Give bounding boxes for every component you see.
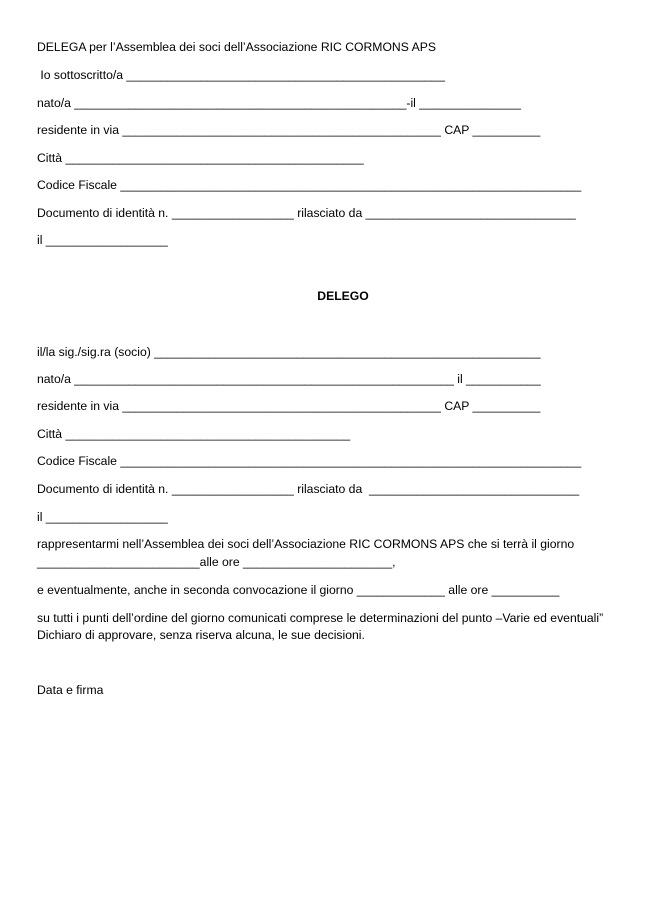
dichiaro-text: Dichiaro di approvare, senza riserva alcuna, le sue decisioni. [37,628,365,642]
data-e-firma-label: Data e firma [37,683,104,697]
delegante-nato-field: nato/a _________________________________________________-il _______________ [37,96,521,110]
delegato-il-field: il __________________ [37,510,168,524]
delegante-codice-fiscale-field: Codice Fiscale ____________________________________________________________________ [37,178,582,192]
delegante-il-field: il __________________ [37,233,168,247]
delegato-codice-fiscale-field: Codice Fiscale ____________________________________________________________________ [37,454,582,468]
delegato-documento-field: Documento di identità n. __________________ rilasciato da _______________________________ [37,482,580,496]
delegante-documento-field: Documento di identità n. __________________ rilasciato da _______________________________ [37,206,576,220]
delegato-citta-field: Città __________________________________________ [37,427,351,441]
delegato-socio-field: il/la sig./sig.ra (socio) _________________________________________________________ [37,345,541,359]
punti-ordine-text: su tutti i punti dell’ordine del giorno comunicati comprese le determinazioni del punto –Varie ed eventuali” [37,611,604,625]
rappresentarmi-text: rappresentarmi nell’Assemblea dei soci dell’Associazione RIC CORMONS APS che si terrà il giorno [37,537,575,551]
document-title: DELEGA per l’Assemblea dei soci dell’Associazione RIC CORMONS APS [37,40,436,54]
delegante-citta-field: Città ____________________________________________ [37,151,364,165]
delegato-residente-field: residente in via _______________________________________________ CAP __________ [37,399,541,413]
delegato-nato-field: nato/a ________________________________________________________ il ___________ [37,372,541,386]
delegante-residente-field: residente in via _______________________________________________ CAP __________ [37,123,541,137]
seconda-convocazione-text: e eventualmente, anche in seconda convocazione il giorno _____________ alle ore __________ [37,583,560,597]
delegante-sottoscritto-field: Io sottoscritto/a _______________________________________________ [37,68,445,82]
delego-heading: DELEGO [317,289,369,303]
giorno-ore-field: ________________________alle ore ______________________, [37,555,396,569]
